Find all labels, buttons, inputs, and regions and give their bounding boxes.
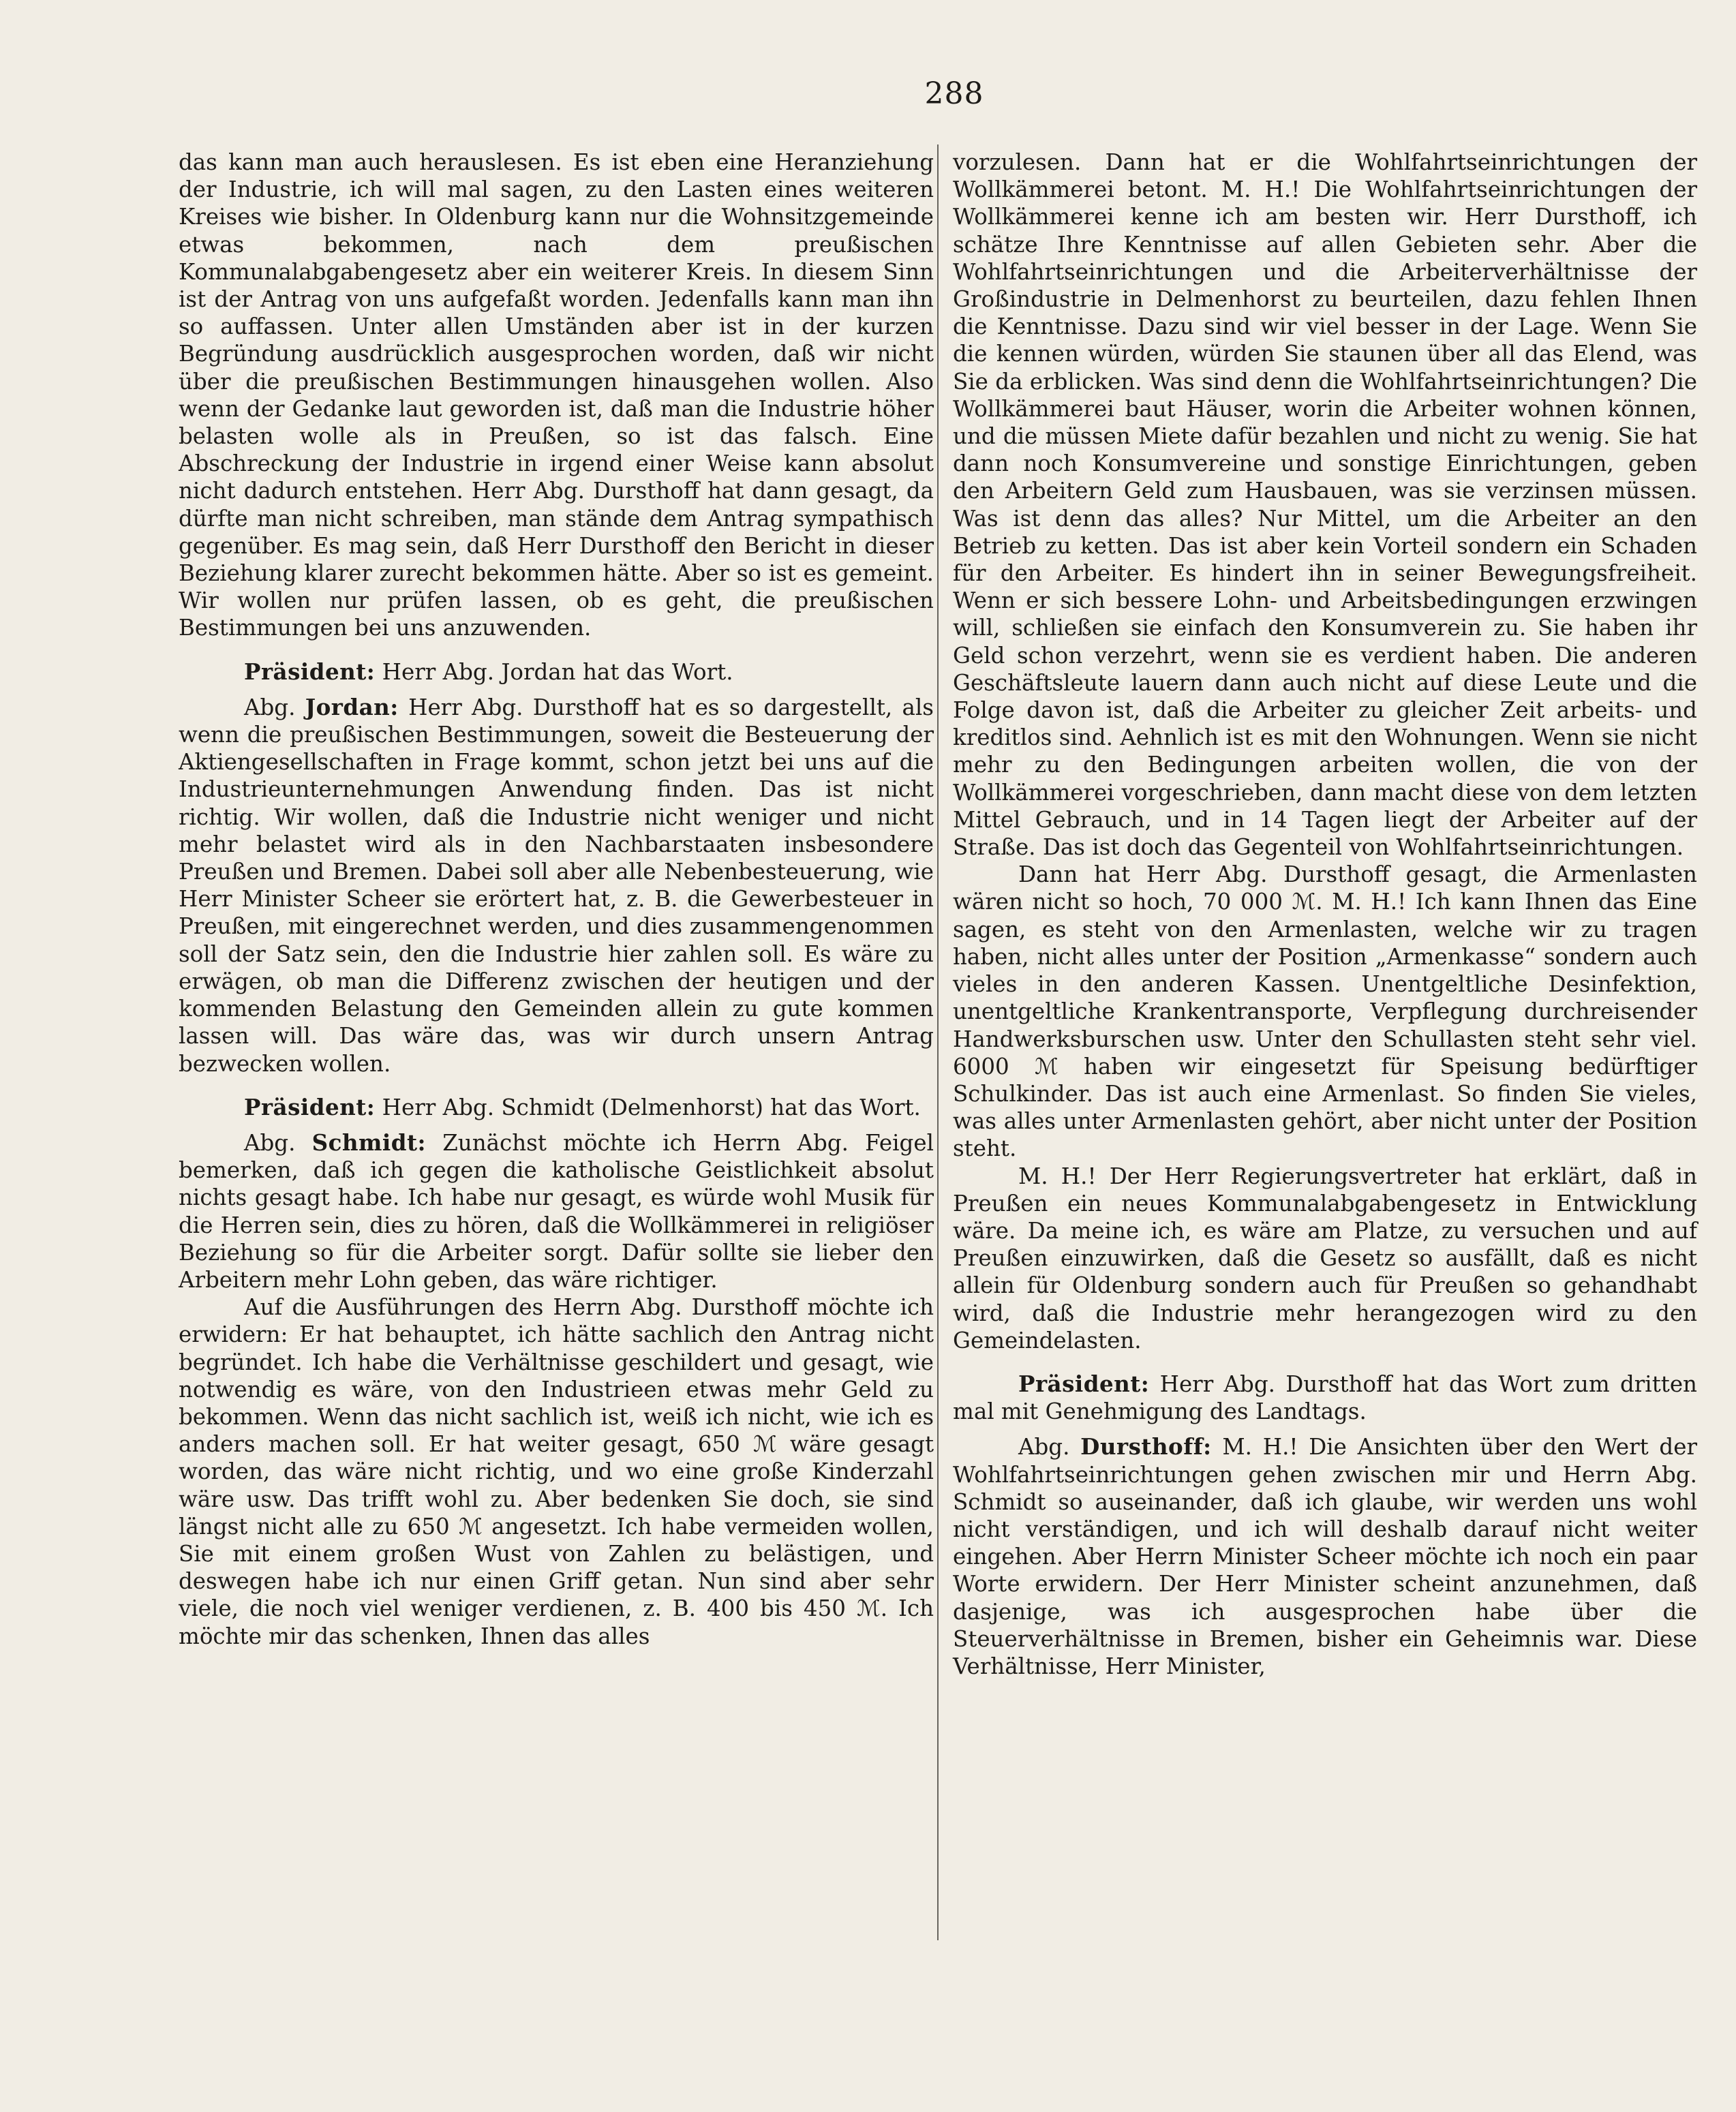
president-statement <box>179 1094 934 1121</box>
statement-text: Herr Abg. Dursthoff hat das Wort zum dritten mal mit Genehmigung des Landtags. <box>953 1371 1697 1425</box>
page-number: 288 <box>924 76 984 111</box>
right-column <box>953 149 1697 1680</box>
speaker-prefix: Abg. <box>244 1129 296 1156</box>
paragraph-continuation: das kann man auch herauslesen. Es ist eben eine Heranziehung der Industrie, ich will mal sagen, zu den Lasten eines weiteren Kreises wie bisher. In Oldenburg kann nur die Wohnsitzgemeinde etwas bekommen, nach dem preußischen Kommunalabgabengesetz aber ein weiterer Kreis. In diesem Sinn ist der Antrag von uns aufgefaßt worden. Jedenfalls kann man ihn so auffassen. Unter allen Umständen aber ist in der kurzen Begründung ausdrücklich ausgesprochen worden, daß wir nicht über die preußischen Bestimmungen hinausgehen wollen. Also wenn der Gedanke laut geworden ist, daß man die Industrie höher belasten wolle als in Preußen, so ist das falsch. Eine Abschreckung der Industrie in irgend einer Weise kann absolut nicht dadurch entstehen. Herr Abg. Dursthoff hat dann gesagt, da dürfte man nicht schreiben, man stände dem Antrag sympathisch gegenüber. Es mag sein, daß Herr Dursthoff den Bericht in dieser Beziehung klarer zurecht bekommen hätte. Aber so ist es gemeint. Wir wollen nur prüfen lassen, ob es geht, die preußischen Bestimmungen bei uns anzuwenden. <box>179 149 934 641</box>
speech-jordan <box>179 694 934 1077</box>
speech-schmidt <box>179 1129 934 1294</box>
president-statement <box>179 658 934 686</box>
speech-text: Zunächst möchte ich Herrn Abg. Feigel bemerken, daß ich gegen die katholische Geistlichkeit absolut nichts gesagt habe. Ich habe nur gesagt, es würde wohl Musik für die Herren sein, dies zu hören, daß die Wollkämmerei in religiöser Beziehung so für die Arbeiter sorgt. Dafür sollte sie lieber den Arbeitern mehr Lohn geben, das wäre richtiger. <box>179 1129 934 1293</box>
speaker-prefix: Abg. <box>244 694 296 720</box>
speaker-label: Präsident: <box>1018 1370 1150 1397</box>
statement-text: Herr Abg. Schmidt (Delmenhorst) hat das Wort. <box>382 1094 921 1120</box>
speaker-label: Präsident: <box>244 1093 376 1120</box>
president-statement <box>953 1371 1697 1425</box>
paragraph: Auf die Ausführungen des Herrn Abg. Dursthoff möchte ich erwidern: Er hat behauptet, ich hätte sachlich den Antrag nicht begründet. Ich habe die Verhältnisse geschildert und gesagt, wie notwendig es wäre, von den Industrieen etwas mehr Geld zu bekommen. Wenn das nicht sachlich ist, weiß ich nicht, wie ich es anders machen soll. Er hat weiter gesagt, 650 ℳ wäre gesagt worden, das wäre nicht richtig, und wo eine große Kinderzahl wäre usw. Das trifft wohl zu. Aber bedenken Sie doch, sie sind längst nicht alle zu 650 ℳ angesetzt. Ich habe vermeiden wollen, Sie mit einem großen Wust von Zahlen zu belästigen, und deswegen habe ich nur einen Griff getan. Nun sind aber sehr viele, die noch viel weniger verdienen, z. B. 400 bis 450 ℳ. Ich möchte mir das schenken, Ihnen das alles <box>179 1294 934 1649</box>
speaker-label: Präsident: <box>244 658 376 685</box>
paragraph: Dann hat Herr Abg. Dursthoff gesagt, die Armenlasten wären nicht so hoch, 70 000 ℳ. M. H.! Ich kann Ihnen das Eine sagen, es steht von den Armenlasten, welche wir zu tragen haben, nicht alles unter der Position „Armenkasse“ sondern auch vieles in den anderen Kassen. Unentgeltliche Desinfektion, unentgeltliche Krankentransporte, Verpflegung durchreisender Handwerksburschen usw. Unter den Schullasten steht sehr viel. 6000 ℳ haben wir eingesetzt für Speisung bedürftiger Schulkinder. Das ist auch eine Armenlast. So finden Sie vieles, was alles unter Armenlasten gehört, aber nicht unter der Position steht. <box>953 861 1697 1162</box>
speaker-label: Dursthoff: <box>1080 1433 1212 1460</box>
speaker-prefix: Abg. <box>1018 1434 1070 1460</box>
paragraph: M. H.! Der Herr Regierungsvertreter hat erklärt, daß in Preußen ein neues Kommunalabgabengesetz in Entwicklung wäre. Da meine ich, es wäre am Platze, zu versuchen und auf Preußen einzuwirken, daß die Gesetz so ausfällt, daß es nicht allein für Oldenburg sondern auch für Preußen so gehandhabt wird, daß die Industrie mehr herangezogen wird zu den Gemeindelasten. <box>953 1163 1697 1353</box>
column-divider <box>937 144 939 1940</box>
speech-text: Herr Abg. Dursthoff hat es so dargestellt, als wenn die preußischen Bestimmungen, soweit die Besteuerung der Aktiengesellschaften in Frage kommt, schon jetzt bei uns auf die Industrieunternehmungen Anwendung finden. Das ist nicht richtig. Wir wollen, daß die Industrie nicht weniger und nicht mehr belastet wird als in den Nachbarstaaten insbesondere Preußen und Bremen. Dabei soll aber alle Nebenbesteuerung, wie Herr Minister Scheer sie erörtert hat, z. B. die Gewerbesteuer in Preußen, mit eingerechnet werden, und dies zusammengenommen soll der Satz sein, den die Industrie hier zahlen soll. Es wäre zu erwägen, ob man die Differenz zwischen der heutigen und der kommenden Belastung den Gemeinden allein zu gute kommen lassen will. Das wäre das, was wir durch unsern Antrag bezwecken wollen. <box>179 694 934 1077</box>
left-column <box>179 149 934 1650</box>
speech-text: M. H.! Die Ansichten über den Wert der Wohlfahrtseinrichtungen gehen zwischen mir und Herrn Abg. Schmidt so auseinander, daß ich glaube, wir werden uns wohl nicht verständigen, und ich will deshalb darauf nicht weiter eingehen. Aber Herrn Minister Scheer möchte ich noch ein paar Worte erwidern. Der Herr Minister scheint anzunehmen, daß dasjenige, was ich ausgesprochen habe über die Steuerverhältnisse in Bremen, bisher ein Geheimnis war. Diese Verhältnisse, Herr Minister, <box>953 1434 1697 1679</box>
speaker-label: Schmidt: <box>311 1129 426 1156</box>
speech-dursthoff <box>953 1433 1697 1680</box>
speaker-label: Jordan: <box>305 693 399 720</box>
statement-text: Herr Abg. Jordan hat das Wort. <box>382 658 733 685</box>
paragraph-continuation: vorzulesen. Dann hat er die Wohlfahrtseinrichtungen der Wollkämmerei betont. M. H.! Die Wohlfahrtseinrichtungen der Wollkämmerei kenne ich am besten wir. Herr Dursthoff, ich schätze Ihre Kenntnisse auf allen Gebieten sehr. Aber die Wohlfahrtseinrichtungen und die Arbeiterverhältnisse der Großindustrie in Delmenhorst zu beurteilen, dazu fehlen Ihnen die Kenntnisse. Dazu sind wir viel besser in der Lage. Wenn Sie die kennen würden, würden Sie staunen über all das Elend, was Sie da erblicken. Was sind denn die Wohlfahrtseinrichtungen? Die Wollkämmerei baut Häuser, worin die Arbeiter wohnen können, und die müssen Miete dafür bezahlen und nicht zu wenig. Sie hat dann noch Konsumvereine und sonstige Einrichtungen, geben den Arbeitern Geld zum Hausbauen, was sie verzinsen müssen. Was ist denn das alles? Nur Mittel, um die Arbeiter an den Betrieb zu ketten. Das ist aber kein Vorteil sondern ein Schaden für den Arbeiter. Es hindert ihn in seiner Bewegungsfreiheit. Wenn er sich bessere Lohn- und Arbeitsbedingungen erzwingen will, schließen sie einfach den Konsumverein zu. Sie haben ihr Geld schon verzehrt, wenn sie es verdient haben. Die anderen Geschäftsleute lauern dann auch nicht auf diese Leute und die Folge davon ist, daß die Arbeiter zu gleicher Zeit arbeits- und kreditlos sind. Aehnlich ist es mit den Wohnungen. Wenn sie nicht mehr zu den Bedingungen arbeiten wollen, die von der Wollkämmerei vorgeschrieben, dann macht diese von dem letzten Mittel Gebrauch, und in 14 Tagen liegt der Arbeiter auf der Straße. Das ist doch das Gegenteil von Wohlfahrtseinrichtungen. <box>953 149 1697 861</box>
